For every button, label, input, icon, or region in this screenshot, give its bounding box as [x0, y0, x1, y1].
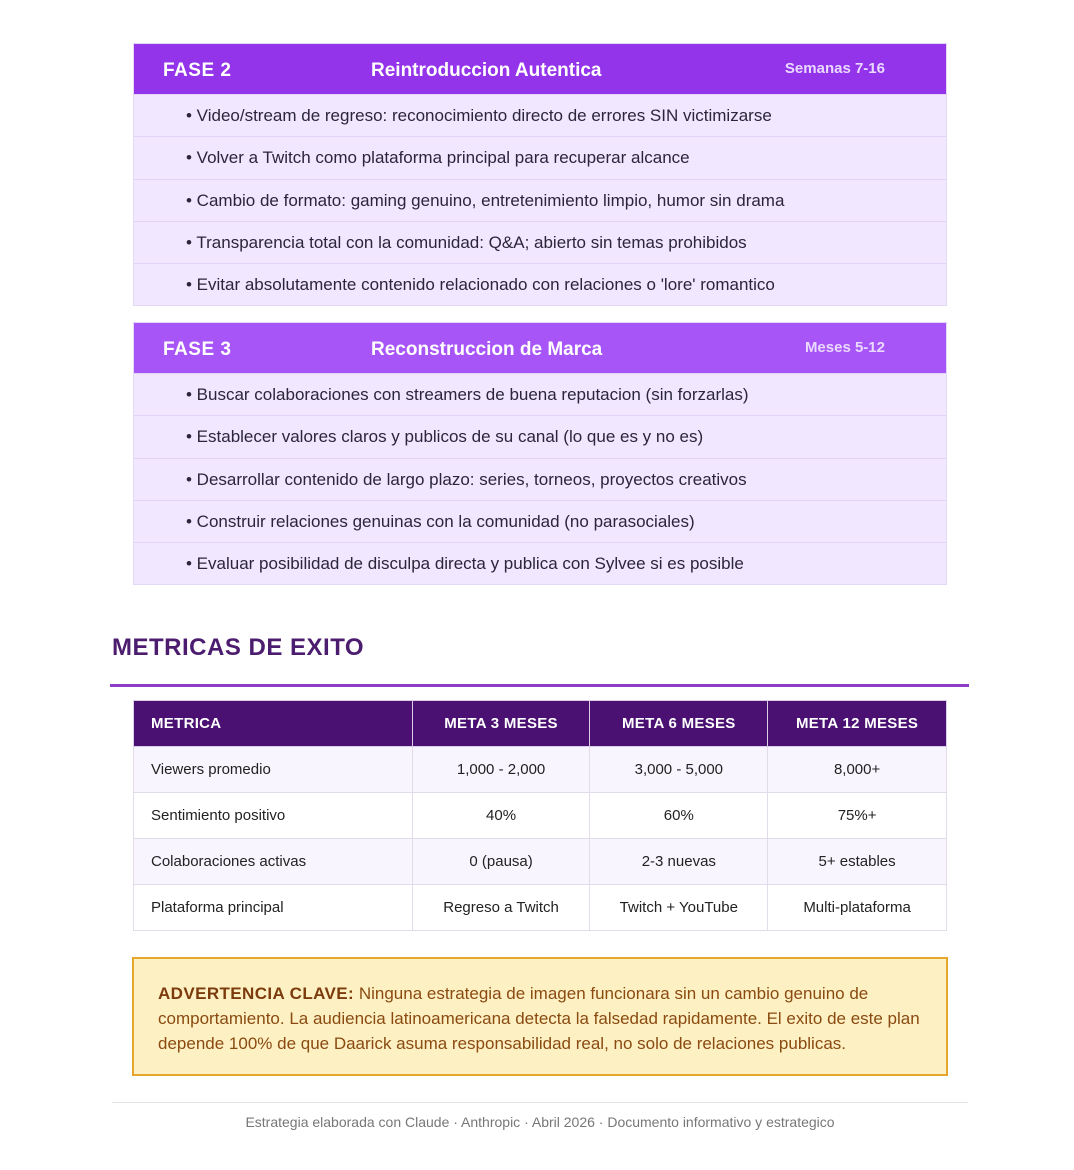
phase-item: • Volver a Twitch como plataforma principal para recuperar alcance: [134, 136, 946, 178]
table-row: [134, 885, 947, 931]
table-cell: Viewers promedio: [134, 747, 413, 793]
phase-title: Reintroduccion Autentica: [371, 60, 602, 81]
column-header: META 3 MESES: [412, 701, 590, 747]
phase-item: • Desarrollar contenido de largo plazo: series, torneos, proyectos creativos: [134, 458, 946, 500]
column-header: META 6 MESES: [590, 701, 768, 747]
table-cell: 75%+: [768, 793, 947, 839]
phase-item: • Cambio de formato: gaming genuino, entretenimiento limpio, humor sin drama: [134, 179, 946, 221]
phase-period: Semanas 7-16: [784, 60, 885, 77]
column-header: METRICA: [134, 701, 413, 747]
footer-text: Estrategia elaborada con Claude · Anthropic · Abril 2026 · Documento informativo y estrategico: [245, 1114, 835, 1130]
phase-3-header: [134, 323, 946, 373]
phase-2-header: [134, 44, 946, 94]
footer-divider: [112, 1102, 968, 1103]
phase-2-card: [133, 43, 947, 306]
phase-item: • Establecer valores claros y publicos de su canal (lo que es y no es): [134, 415, 946, 457]
table-cell: 40%: [412, 793, 590, 839]
table-cell: Plataforma principal: [134, 885, 413, 931]
phase-3-card: [133, 322, 947, 585]
table-row: [134, 747, 947, 793]
phase-title: Reconstruccion de Marca: [371, 339, 603, 360]
phase-item: • Transparencia total con la comunidad: Q&A; abierto sin temas prohibidos: [134, 221, 946, 263]
phase-period: Meses 5-12: [804, 339, 885, 356]
column-header: META 12 MESES: [768, 701, 947, 747]
table-cell: Twitch + YouTube: [590, 885, 768, 931]
table-cell: 8,000+: [768, 747, 947, 793]
phase-item: • Evitar absolutamente contenido relacionado con relaciones o 'lore' romantico: [134, 263, 946, 305]
table-cell: Multi-plataforma: [768, 885, 947, 931]
table-row: [134, 793, 947, 839]
table-cell: 2-3 nuevas: [590, 839, 768, 885]
section-title: METRICAS DE EXITO: [112, 634, 365, 661]
phase-number: FASE 2: [163, 60, 232, 81]
phase-item: • Construir relaciones genuinas con la comunidad (no parasociales): [134, 500, 946, 542]
table-header-row: [134, 701, 947, 747]
table-cell: 1,000 - 2,000: [412, 747, 590, 793]
table-cell: Colaboraciones activas: [134, 839, 413, 885]
warning-lead: ADVERTENCIA CLAVE:: [158, 984, 355, 1003]
section-divider: [110, 684, 969, 687]
metrics-table: [133, 700, 947, 931]
table-cell: Regreso a Twitch: [412, 885, 590, 931]
table-cell: 0 (pausa): [412, 839, 590, 885]
table-cell: 3,000 - 5,000: [590, 747, 768, 793]
phase-number: FASE 3: [163, 339, 232, 360]
phase-item: • Buscar colaboraciones con streamers de buena reputacion (sin forzarlas): [134, 373, 946, 415]
table-row: [134, 839, 947, 885]
warning-text: Ninguna estrategia de imagen funcionara sin un cambio genuino de comportamiento. La audiencia latinoamericana detecta la falsedad rapidamente. El exito de este plan depende 100% de que Daarick asuma responsabilidad real, no solo de relaciones publicas.: [158, 984, 920, 1053]
table-cell: 60%: [590, 793, 768, 839]
phase-item: • Video/stream de regreso: reconocimiento directo de errores SIN victimizarse: [134, 94, 946, 136]
table-cell: 5+ estables: [768, 839, 947, 885]
phase-item: • Evaluar posibilidad de disculpa directa y publica con Sylvee si es posible: [134, 542, 946, 584]
table-cell: Sentimiento positivo: [134, 793, 413, 839]
warning-callout: [132, 957, 948, 1076]
